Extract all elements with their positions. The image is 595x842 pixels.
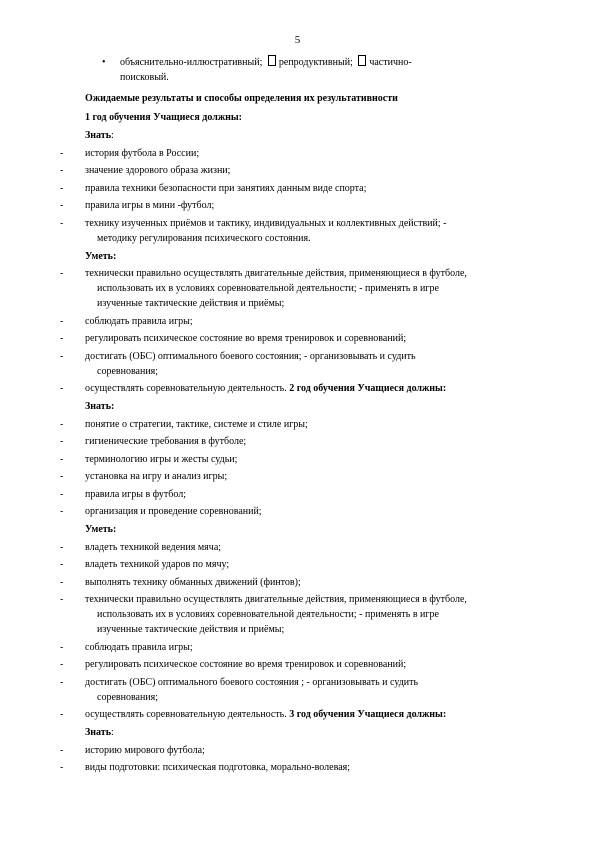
list-item: - понятие о стратегии, тактике, системе и стиле игры; xyxy=(60,418,308,430)
year2-can-label: Уметь: xyxy=(85,524,117,535)
list-item: - достигать (ОБС) оптимального боевого состояния; - организовывать и судить соревнования; xyxy=(60,350,416,377)
results-heading: Ожидаемые результаты и способы определения их результативности xyxy=(85,93,398,104)
year2-heading: 2 год обучения Учащиеся должны: xyxy=(289,383,447,394)
list-item: - достигать (ОБС) оптимального боевого состояния ; - организовывать и судить соревнования; xyxy=(60,676,419,703)
list-item: - значение здорового образа жизни; xyxy=(60,165,231,176)
list-item: - правила игры в футбол; xyxy=(60,488,187,500)
list-item: - выполнять технику обманных движений (финтов); xyxy=(60,576,301,588)
year3-heading: 3 год обучения Учащиеся должны: xyxy=(289,709,447,720)
list-item: - установка на игру и анализ игры; xyxy=(60,471,228,482)
list-item: - историю мирового футбола; xyxy=(60,744,205,756)
list-item: - регулировать психическое состояние во время тренировок и соревнований; xyxy=(60,333,407,344)
list-item: - технически правильно осуществлять двигательные действия, применяющиеся в футболе, использовать их в условиях соревновательной деятельности; - применять в игре изученные тактические действия и приёмы; xyxy=(60,594,467,635)
list-item: - осуществлять соревновательную деятельность. 3 год обучения Учащиеся должны: xyxy=(60,709,447,720)
bullet-icon: • xyxy=(102,57,106,68)
list-item: - владеть техникой ведения мяча; xyxy=(60,541,222,553)
method-reproductive: репродуктивный; xyxy=(278,57,353,68)
list-item: - терминологию игры и жесты судьи; xyxy=(60,453,238,465)
list-item: - владеть техникой ударов по мячу; xyxy=(60,559,230,570)
checkbox-square-icon xyxy=(358,55,366,66)
list-item: - история футбола в России; xyxy=(60,147,200,159)
year1-know-label: Знать: xyxy=(85,130,114,141)
method-explanatory: объяснительно-иллюстративный; xyxy=(120,57,263,68)
year1-heading: 1 год обучения Учащиеся должны: xyxy=(85,112,242,123)
methods-bullet-item xyxy=(60,55,553,85)
list-item: - регулировать психическое состояние во время тренировок и соревнований; xyxy=(60,659,407,670)
checkbox-square-icon xyxy=(268,55,276,66)
list-item: - технически правильно осуществлять двигательные действия, применяющиеся в футболе, использовать их в условиях соревновательной деятельности; - применять в игре изученные тактические действия и приёмы; xyxy=(60,268,467,309)
method-partial: частично- xyxy=(369,57,412,68)
year3-know-label: Знать: xyxy=(85,727,114,738)
list-item: - правила техники безопасности при занятиях данным виде спорта; xyxy=(60,182,367,194)
list-item: - осуществлять соревновательную деятельность. 2 год обучения Учащиеся должны: xyxy=(60,383,447,394)
list-item: - правила игры в мини -футбол; xyxy=(60,200,215,211)
list-item: - соблюдать правила игры; xyxy=(60,315,193,327)
list-item: - гигиенические требования в футболе; xyxy=(60,436,247,447)
year2-know-label: Знать: xyxy=(85,401,115,412)
page-number: 5 xyxy=(294,34,301,46)
document-body xyxy=(60,55,553,775)
list-item: - соблюдать правила игры; xyxy=(60,641,193,653)
method-search: поисковый. xyxy=(120,72,169,83)
list-item: - виды подготовки: психическая подготовка, морально-волевая; xyxy=(60,762,351,773)
list-item: - организация и проведение соревнований; xyxy=(60,506,262,517)
list-item: - технику изученных приёмов и тактику, индивидуальных и коллективных действий; - методику регулирования психического состояния. xyxy=(60,217,447,244)
year1-can-label: Уметь: xyxy=(85,250,117,262)
